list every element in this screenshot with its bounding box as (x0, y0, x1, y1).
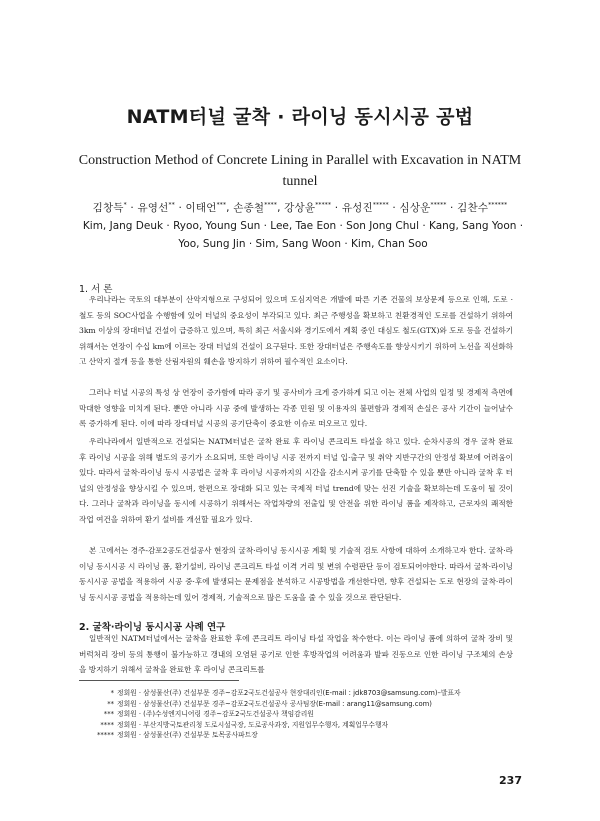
paragraph-text: 우리나라는 국토의 대부분이 산악지형으로 구성되어 있으며 도심지역은 개발에 따른 기존 건물의 보상문제 등으로 인해, 도로 · 철도 등의 SOC사업을 수행함에 있어 터널의 중요성이 부각되고 있다. 최근 주행성을 확보하고 친환경적인 도로를 건설하기 위하여 3km 이상의 장대터널 건설이 급증하고 있으며, 특히 최근 서울시와 경기도에서 계획 중인 대심도 철도(GTX)와 도로 등을 건설하기 위해서는 연장이 수십 km에 이르는 장대 터널의 건설이 요구된다. 또한 장대터널은 주행속도를 향상시키기 위하여 노선을 직선화하고 산악지 절개 등을 통한 산림자원의 훼손을 방지하기 위하여 필수적인 요소이다. (79, 295, 513, 366)
footnote-mark: **** (100, 720, 114, 729)
author-name: 유영선 (137, 202, 169, 214)
footnote-mark: * (110, 689, 114, 697)
footnote-mark: ***** (97, 731, 114, 740)
author-name: 김창득 (92, 202, 124, 214)
body-paragraph (79, 434, 513, 527)
footnote (90, 720, 520, 731)
paragraph-text: 일반적인 NATM터널에서는 굴착을 완료한 후에 콘크리트 라이닝 타설 작업을 착수한다. 이는 라이닝 폼에 의하여 굴착 장비 및 버럭처리 장비 등의 통행이 불가능하고 갱내의 오염된 공기로 인한 후방작업의 어려움과 발파 진동으로 인한 라이닝 구조체의 손상을 방지하기 위해서 굴착을 완료한 후 라이닝 콘크리트를 (79, 634, 513, 674)
paragraph-text: 그러나 터널 시공의 특성 상 연장이 증가함에 따라 공기 및 공사비가 크게 증가하게 되고 이는 전체 사업의 일정 및 경제적 측면에 막대한 영향을 미치게 된다. 뿐만 아니라 시공 중에 발생하는 각종 민원 및 이용자의 불편함과 경제적 손실은 공사 기간이 늘어날수록 증가하게 된다. 이에 따라 장대터널 시공의 공기단축이 중요한 이슈로 떠오르고 있다. (79, 388, 513, 428)
page-number: 237 (499, 774, 522, 787)
footnote-text: 정회원 · 삼성물산(주) 건설부문 경주~감포2국도건설공사 공사팀장(E-mail : arang11@samsung.com) (117, 699, 432, 708)
body-paragraph (79, 631, 513, 678)
author-mark: * (123, 201, 127, 209)
author-mark: ***** (315, 201, 332, 209)
footnote (90, 730, 520, 741)
footnote (90, 688, 520, 699)
author-mark: ***** (372, 201, 389, 209)
footnotes (90, 688, 520, 741)
footnote (90, 699, 520, 710)
footnote-text: 정회원 · 부산지방국토관리청 도로시설국장, 도로공사과장, 지원업무수행자, 계획업무수행자 (117, 720, 389, 729)
footnote-mark: ** (107, 699, 114, 708)
author-mark: ****** (488, 201, 508, 209)
body-paragraph (79, 292, 513, 370)
author-mark: ***** (430, 201, 447, 209)
author-name: 김찬수 (457, 202, 489, 214)
footnote-text: 정회원 · 삼성물산(주) 건설부문 토목공사파트장 (117, 731, 258, 740)
author-mark: ** (168, 201, 175, 209)
author-name: 유성진 (341, 202, 373, 214)
footnote-text: 정회원 · (주)수성엔지니어링 경주~감포2국도건설공사 책임감리원 (117, 710, 314, 719)
footnote-mark: *** (103, 710, 114, 719)
author-name: 심상운 (399, 202, 431, 214)
paper-title: NATM터널 굴착 · 라이닝 동시시공 공법 (126, 106, 474, 128)
paragraph-text: 본 고에서는 경주-감포2공도건설공사 현장의 굴착·라이닝 동시시공 계획 및 기술적 검토 사항에 대하여 소개하고자 한다. 굴착·라이닝 동시시공 시 라이닝 폼, 환기설비, 라이닝 콘크리트 타설 이격 거리 및 변위 수렴판단 등이 검토되어야한다. 따라서 굴착·라이닝 동시시공 공법을 적용하여 시공 중·후에 발생되는 문제점을 분석하고 시공방법을 개선한다면, 향후 건설되는 도로 현장의 굴착·라이닝 동시시공 공법을 적용하는데 있어 경제적, 기술적으로 많은 도움을 줄 수 있을 것으로 판단된다. (79, 546, 513, 602)
section-heading-case-study: 2. 굴착·라이닝 동시시공 사례 연구 (79, 622, 226, 633)
footnote-text: 정회원 · 삼성물산(주) 건설부문 경주~감포2국도건설공사 현장대리인(E-mail : jdk8703@samsung.com)–발표자 (117, 689, 461, 697)
authors-korean: 김창득* · 유영선** · 이태언***, 손종철****, 강상윤***** · 유성진***** · 심상운***** · 김찬수****** (92, 201, 508, 214)
author-name: 손종철 (233, 202, 265, 214)
body-paragraph (79, 385, 513, 432)
author-name: 이태언 (185, 202, 217, 214)
section-heading-introduction: 1. 서 론 (79, 284, 113, 295)
author-mark: *** (216, 201, 227, 209)
authors-english: Kim, Jang Deuk · Ryoo, Young Sun · Lee, Tae Eon · Son Jong Chul · Kang, Sang Yoon · Yoo, Sung Jin · Sim, Sang Woon · Kim, Chan Soo (82, 220, 524, 250)
author-name: 강상윤 (284, 202, 316, 214)
english-title: Construction Method of Concrete Lining in Parallel with Excavation in NATM tunnel (78, 153, 522, 189)
footnote (90, 709, 520, 720)
footnote-divider (79, 680, 239, 681)
author-mark: **** (264, 201, 278, 209)
paragraph-text: 우리나라에서 일반적으로 건설되는 NATM터널은 굴착 완료 후 라이닝 콘크리트 타설을 하고 있다. 순차시공의 경우 굴착 완료 후 라이닝 시공을 위해 별도의 공기가 소요되며, 또한 라이닝 시공 전까지 터널 입·출구 및 취약 지반구간의 안정성 확보에 어려움이 있다. 따라서 굴착·라이닝 동시 시공법은 굴착 후 라이닝 시공까지의 시간을 감소시켜 공기를 단축할 수 있을 뿐만 아니라 굴착 후 터널의 안정성을 향상시킬 수 있으며, 한편으로 장대화 되고 있는 국제적 터널 trend에 맞는 선진 기술을 확보하는데 도움이 될 것이다. 그러나 굴착과 라이닝을 동시에 시공하기 위해서는 작업차량의 전출입 및 안전을 위한 라이닝 폼을 제작하고, 근로자의 쾌적한 작업 여건을 위하여 환기 설비를 개선할 필요가 있다. (79, 437, 513, 524)
body-paragraph (79, 543, 513, 605)
